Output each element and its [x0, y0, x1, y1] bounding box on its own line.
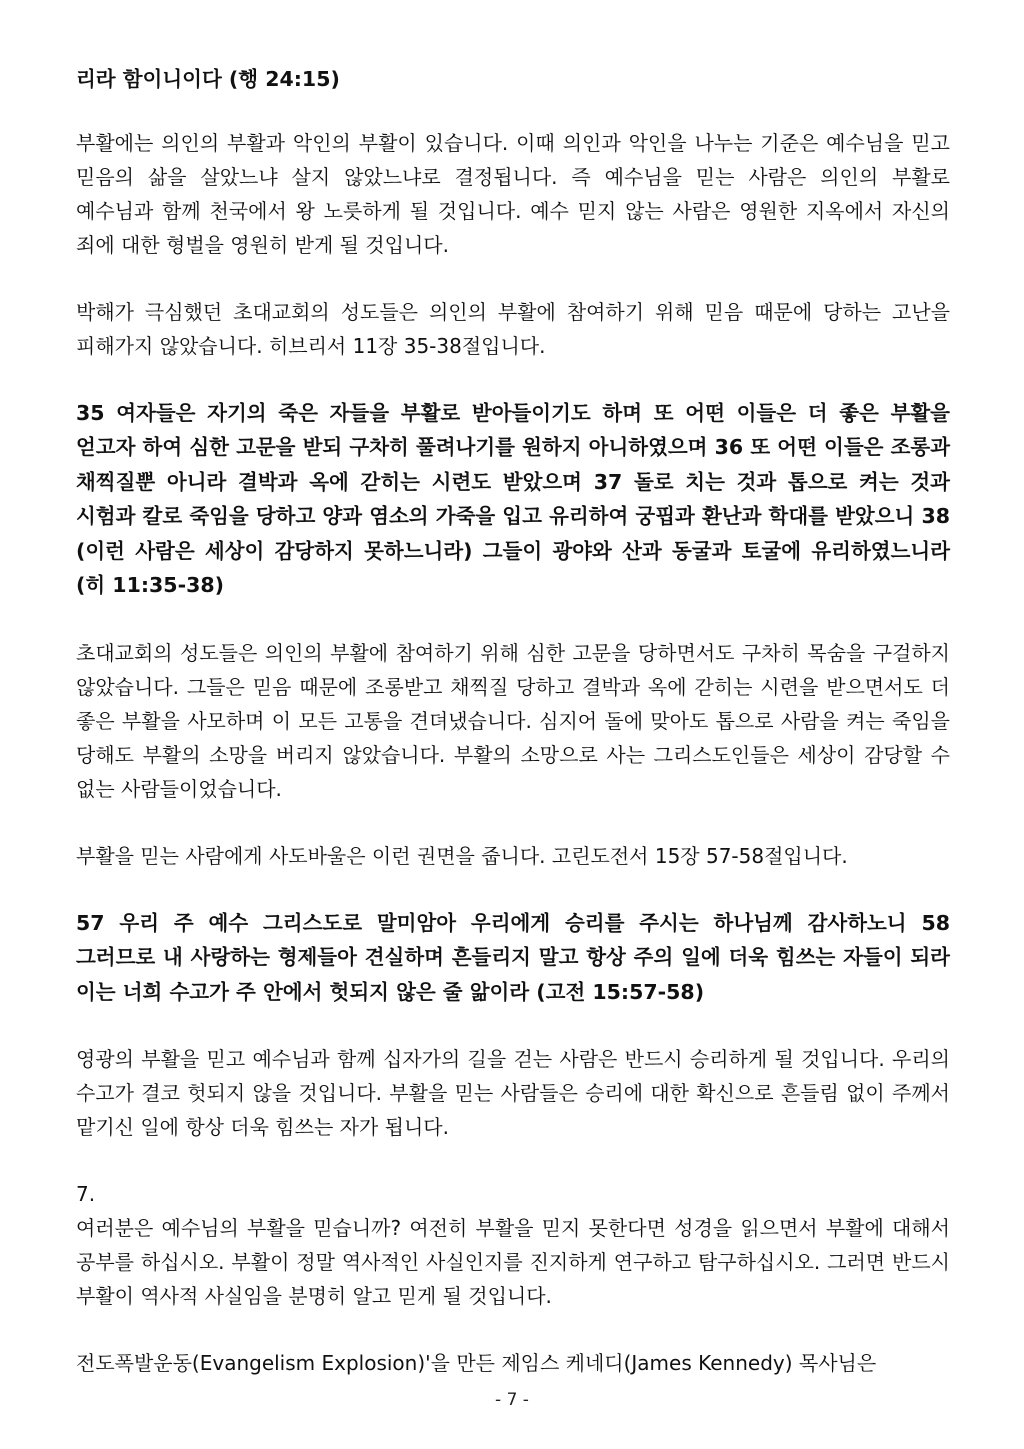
paragraph-early-church: 박해가 극심했던 초대교회의 성도들은 의인의 부활에 참여하기 위해 믿음 때문에 당하는 고난을 피해가지 않았습니다. 히브리서 11장 35-38절입니다. — [76, 299, 950, 358]
document-body — [76, 62, 950, 1380]
section-number: 7. — [76, 1182, 96, 1206]
verse-corinthians: 57 우리 주 예수 그리스도로 말미암아 우리에게 승리를 주시는 하나님께 감사하노니 58 그러므로 내 사랑하는 형제들아 견실하며 흔들리지 말고 항상 주의 일에 더욱 힘쓰는 자들이 되라 이는 너희 수고가 주 안에서 헛되지 않은 줄 앎이라 (고전 15:57-58) — [76, 910, 950, 1004]
paragraph-saints-torture: 초대교회의 성도들은 의인의 부활에 참여하기 위해 심한 고문을 당하면서도 구차히 목숨을 구걸하지 않았습니다. 그들은 믿음 때문에 조롱받고 채찍질 당하고 결박과 옥에 갇히는 시련을 받으면서도 더 좋은 부활을 사모하며 이 모든 고통을 견뎌냈습니다. 심지어 돌에 맞아도 톱으로 사람을 켜는 죽임을 당해도 부활의 소망을 버리지 않았습니다. 부활의 소망으로 사는 그리스도인들은 세상이 감당할 수 없는 사람들이었습니다. — [76, 640, 950, 801]
paragraph-do-you-believe: 여러분은 예수님의 부활을 믿습니까? 여전히 부활을 믿지 못한다면 성경을 읽으면서 부활에 대해서 공부를 하십시오. 부활이 정말 역사적인 사실인지를 진지하게 연구하고 탐구하십시오. 그러면 반드시 부활이 역사적 사실임을 분명히 알고 믿게 될 것입니다. — [76, 1216, 950, 1308]
paragraph-victory: 영광의 부활을 믿고 예수님과 함께 십자가의 길을 걷는 사람은 반드시 승리하게 될 것입니다. 우리의 수고가 결코 헛되지 않을 것입니다. 부활을 믿는 사람들은 승리에 대한 확신으로 흔들림 없이 주께서 맡기신 일에 항상 더욱 힘쓰는 자가 됩니다. — [76, 1047, 950, 1139]
paragraph-james-kennedy: 전도폭발운동(Evangelism Explosion)'을 만든 제임스 케네디(James Kennedy) 목사님은 — [76, 1351, 877, 1375]
page-number: - 7 - — [495, 1390, 529, 1410]
verse-ending-acts: 리라 함이니이다 (행 24:15) — [76, 67, 340, 91]
verse-hebrews: 35 여자들은 자기의 죽은 자들을 부활로 받아들이기도 하며 또 어떤 이들은 더 좋은 부활을 얻고자 하여 심한 고문을 받되 구차히 풀려나기를 원하지 아니하였으며 36 또 어떤 이들은 조롱과 채찍질뿐 아니라 결박과 옥에 갇히는 시련도 받았으며 37 돌로 치는 것과 톱으로 켜는 것과 시험과 칼로 죽임을 당하고 양과 염소의 가죽을 입고 유리하여 궁핍과 환난과 학대를 받았으니 38 (이런 사람은 세상이 감당하지 못하느니라) 그들이 광야와 산과 동굴과 토굴에 유리하였느니라 (히 11:35-38) — [76, 400, 950, 597]
paragraph-paul-exhortation: 부활을 믿는 사람에게 사도바울은 이런 권면을 줍니다. 고린도전서 15장 57-58절입니다. — [76, 843, 848, 868]
paragraph-resurrection-kinds: 부활에는 의인의 부활과 악인의 부활이 있습니다. 이때 의인과 악인을 나누는 기준은 예수님을 믿고 믿음의 삶을 살았느냐 살지 않았느냐로 결정됩니다. 즉 예수님을 믿는 사람은 의인의 부활로 예수님과 함께 천국에서 왕 노릇하게 될 것입니다. 예수 믿지 않는 사람은 영원한 지옥에서 자신의 죄에 대한 형벌을 영원히 받게 될 것입니다. — [76, 130, 950, 257]
